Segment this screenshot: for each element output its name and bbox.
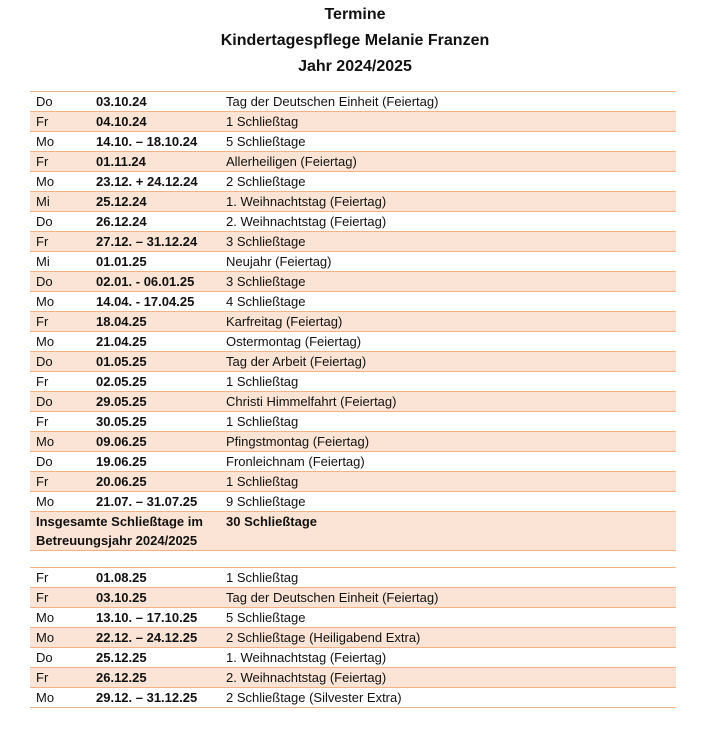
day-cell: Do bbox=[30, 212, 90, 232]
table-row bbox=[30, 648, 676, 668]
description-cell: 2. Weihnachtstag (Feiertag) bbox=[220, 212, 676, 232]
table-row bbox=[30, 392, 676, 412]
day-cell: Fr bbox=[30, 588, 90, 608]
table-row bbox=[30, 332, 676, 352]
date-cell: 14.10. – 18.10.24 bbox=[90, 132, 220, 152]
date-cell: 01.05.25 bbox=[90, 352, 220, 372]
table-row bbox=[30, 472, 676, 492]
table-row bbox=[30, 92, 676, 112]
day-cell: Mo bbox=[30, 332, 90, 352]
date-cell: 29.05.25 bbox=[90, 392, 220, 412]
description-cell: 2. Weihnachtstag (Feiertag) bbox=[220, 668, 676, 688]
date-cell: 18.04.25 bbox=[90, 312, 220, 332]
description-cell: 3 Schließtage bbox=[220, 272, 676, 292]
title-line-1: Termine bbox=[324, 6, 386, 23]
description-cell: 1 Schließtag bbox=[220, 372, 676, 392]
day-cell: Fr bbox=[30, 372, 90, 392]
day-cell: Mo bbox=[30, 432, 90, 452]
date-cell: 23.12. + 24.12.24 bbox=[90, 172, 220, 192]
table-row bbox=[30, 608, 676, 628]
day-cell: Do bbox=[30, 272, 90, 292]
table-row bbox=[30, 688, 676, 708]
day-cell: Fr bbox=[30, 152, 90, 172]
description-cell: 1. Weihnachtstag (Feiertag) bbox=[220, 192, 676, 212]
schedule-table-2024-2025 bbox=[30, 91, 676, 551]
day-cell: Fr bbox=[30, 472, 90, 492]
day-cell: Mo bbox=[30, 688, 90, 708]
day-cell: Mo bbox=[30, 292, 90, 312]
description-cell: Ostermontag (Feiertag) bbox=[220, 332, 676, 352]
description-cell: Tag der Deutschen Einheit (Feiertag) bbox=[220, 588, 676, 608]
date-cell: 13.10. – 17.10.25 bbox=[90, 608, 220, 628]
description-cell: 4 Schließtage bbox=[220, 292, 676, 312]
description-cell: Tag der Deutschen Einheit (Feiertag) bbox=[220, 92, 676, 112]
date-cell: 01.08.25 bbox=[90, 568, 220, 588]
date-cell: 04.10.24 bbox=[90, 112, 220, 132]
table-row bbox=[30, 252, 676, 272]
day-cell: Mi bbox=[30, 252, 90, 272]
date-cell: 22.12. – 24.12.25 bbox=[90, 628, 220, 648]
description-cell: Neujahr (Feiertag) bbox=[220, 252, 676, 272]
table-row bbox=[30, 312, 676, 332]
description-cell: 5 Schließtage bbox=[220, 132, 676, 152]
date-cell: 25.12.24 bbox=[90, 192, 220, 212]
table-row bbox=[30, 352, 676, 372]
total-value: 30 Schließtage bbox=[220, 512, 676, 551]
title-line-2: Kindertagespflege Melanie Franzen bbox=[220, 32, 490, 49]
date-cell: 27.12. – 31.12.24 bbox=[90, 232, 220, 252]
total-row bbox=[30, 512, 676, 551]
table-row bbox=[30, 668, 676, 688]
table-row bbox=[30, 272, 676, 292]
date-cell: 19.06.25 bbox=[90, 452, 220, 472]
title-line-3: Jahr 2024/2025 bbox=[298, 58, 412, 75]
date-cell: 02.01. - 06.01.25 bbox=[90, 272, 220, 292]
total-label: Insgesamte Schließtage im Betreuungsjahr 2024/2025 bbox=[30, 512, 220, 551]
description-cell: 2 Schließtage bbox=[220, 172, 676, 192]
day-cell: Do bbox=[30, 392, 90, 412]
date-cell: 30.05.25 bbox=[90, 412, 220, 432]
table-row bbox=[30, 112, 676, 132]
date-cell: 26.12.25 bbox=[90, 668, 220, 688]
day-cell: Do bbox=[30, 452, 90, 472]
day-cell: Mo bbox=[30, 628, 90, 648]
table-row bbox=[30, 292, 676, 312]
day-cell: Fr bbox=[30, 112, 90, 132]
day-cell: Fr bbox=[30, 668, 90, 688]
table-row bbox=[30, 232, 676, 252]
day-cell: Fr bbox=[30, 312, 90, 332]
description-cell: 3 Schließtage bbox=[220, 232, 676, 252]
date-cell: 20.06.25 bbox=[90, 472, 220, 492]
table-row bbox=[30, 492, 676, 512]
table-row bbox=[30, 432, 676, 452]
table-row bbox=[30, 132, 676, 152]
description-cell: 5 Schließtage bbox=[220, 608, 676, 628]
date-cell: 01.11.24 bbox=[90, 152, 220, 172]
table-row bbox=[30, 152, 676, 172]
table-row bbox=[30, 412, 676, 432]
description-cell: 1 Schließtag bbox=[220, 412, 676, 432]
day-cell: Mi bbox=[30, 192, 90, 212]
description-cell: Karfreitag (Feiertag) bbox=[220, 312, 676, 332]
date-cell: 14.04. - 17.04.25 bbox=[90, 292, 220, 312]
description-cell: 2 Schließtage (Heiligabend Extra) bbox=[220, 628, 676, 648]
table-row bbox=[30, 588, 676, 608]
day-cell: Fr bbox=[30, 232, 90, 252]
description-cell: 1. Weihnachtstag (Feiertag) bbox=[220, 648, 676, 668]
day-cell: Mo bbox=[30, 132, 90, 152]
table-row bbox=[30, 212, 676, 232]
day-cell: Do bbox=[30, 92, 90, 112]
description-cell: 1 Schließtag bbox=[220, 472, 676, 492]
day-cell: Fr bbox=[30, 568, 90, 588]
day-cell: Mo bbox=[30, 172, 90, 192]
description-cell: Pfingstmontag (Feiertag) bbox=[220, 432, 676, 452]
date-cell: 03.10.24 bbox=[90, 92, 220, 112]
day-cell: Mo bbox=[30, 608, 90, 628]
schedule-table-2025-2026 bbox=[30, 567, 676, 708]
date-cell: 09.06.25 bbox=[90, 432, 220, 452]
date-cell: 03.10.25 bbox=[90, 588, 220, 608]
description-cell: Tag der Arbeit (Feiertag) bbox=[220, 352, 676, 372]
day-cell: Mo bbox=[30, 492, 90, 512]
table-row bbox=[30, 192, 676, 212]
table-row bbox=[30, 372, 676, 392]
date-cell: 26.12.24 bbox=[90, 212, 220, 232]
description-cell: Christi Himmelfahrt (Feiertag) bbox=[220, 392, 676, 412]
description-cell: 1 Schließtag bbox=[220, 112, 676, 132]
date-cell: 21.07. – 31.07.25 bbox=[90, 492, 220, 512]
table-row bbox=[30, 628, 676, 648]
date-cell: 29.12. – 31.12.25 bbox=[90, 688, 220, 708]
day-cell: Fr bbox=[30, 412, 90, 432]
description-cell: 9 Schließtage bbox=[220, 492, 676, 512]
description-cell: 2 Schließtage (Silvester Extra) bbox=[220, 688, 676, 708]
day-cell: Do bbox=[30, 648, 90, 668]
date-cell: 21.04.25 bbox=[90, 332, 220, 352]
description-cell: 1 Schließtag bbox=[220, 568, 676, 588]
table-row bbox=[30, 172, 676, 192]
description-cell: Allerheiligen (Feiertag) bbox=[220, 152, 676, 172]
date-cell: 02.05.25 bbox=[90, 372, 220, 392]
description-cell: Fronleichnam (Feiertag) bbox=[220, 452, 676, 472]
table-row bbox=[30, 568, 676, 588]
date-cell: 25.12.25 bbox=[90, 648, 220, 668]
day-cell: Do bbox=[30, 352, 90, 372]
table-row bbox=[30, 452, 676, 472]
date-cell: 01.01.25 bbox=[90, 252, 220, 272]
